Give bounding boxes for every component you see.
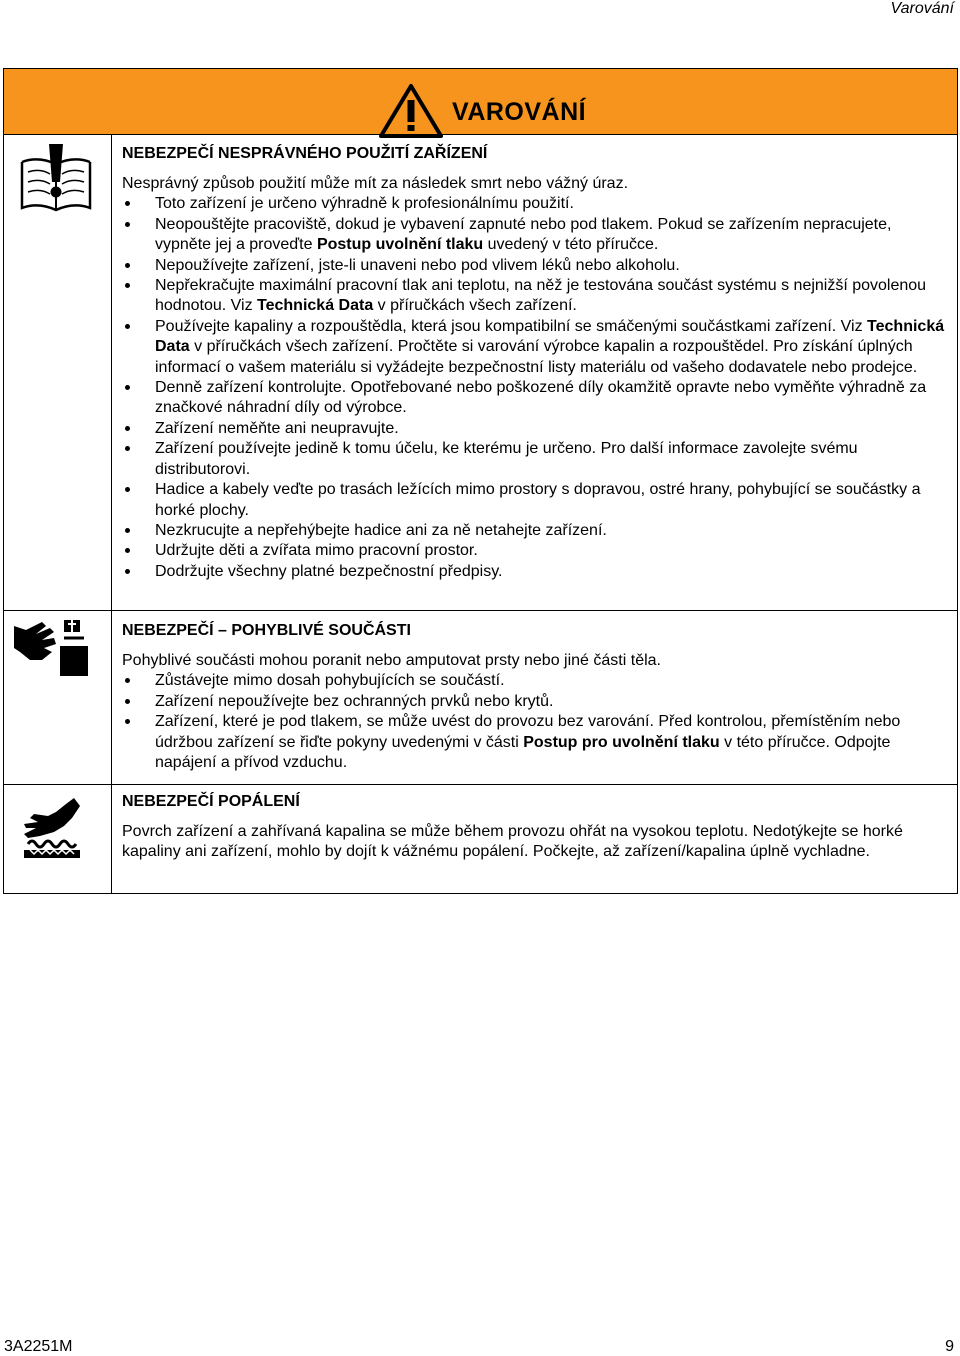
running-header: Varování [890, 0, 954, 17]
list-item [122, 378, 947, 419]
text-segment: Zařízení nepoužívejte bez ochranných prvků nebo krytů. [155, 692, 554, 710]
list-item [122, 419, 947, 439]
text-segment: Neopouštějte pracoviště, dokud je vybavení zapnuté nebo pod tlakem. Pokud se zařízením nepracujete, vypněte jej a proveďte [155, 215, 892, 254]
section-intro: Pohyblivé součásti mohou poranit nebo amputovat prsty nebo jiné části těla. [122, 652, 661, 669]
text-segment: Používejte kapaliny a rozpouštědla, která jsou kompatibilní se smáčenými součástkami zařízení. Viz [155, 317, 868, 335]
bold-reference: Postup uvolnění tlaku [316, 236, 484, 254]
misuse-icon-cell [4, 135, 111, 610]
text-segment: Zařízení neměňte ani neupravujte. [155, 419, 399, 437]
banner-title: VAROVÁNÍ [452, 98, 587, 126]
text-segment: Nepoužívejte zařízení, jste-li unaveni nebo pod vlivem léků nebo alkoholu. [155, 256, 680, 274]
document-number: 3A2251M [4, 1338, 73, 1355]
list-item [122, 194, 947, 214]
bold-reference: Technická Data [155, 317, 945, 356]
text-segment: Denně zařízení kontrolujte. Opotřebované nebo poškozené díly okamžitě opravte nebo vyměňte výhradně za značkové náhradní díly od výrobce. [155, 379, 927, 417]
list-item [122, 276, 947, 317]
list-item [122, 317, 947, 378]
list-item [122, 712, 947, 773]
list-item [122, 562, 947, 582]
section-intro: Povrch zařízení a zahřívaná kapalina se může během provozu ohřát na vysokou teplotu. Nedotýkejte se horké kapaliny ani zařízení, mohlo by dojít k vážnému popálení. Počkejte, až zařízení/kapalina úplně vychladne. [122, 823, 903, 861]
section-heading: NEBEZPEČÍ – POHYBLIVÉ SOUČÁSTI [122, 622, 411, 639]
text-segment: Udržujte děti a zvířata mimo pracovní prostor. [155, 542, 478, 560]
page-number: 9 [945, 1338, 954, 1355]
burn-section [122, 792, 947, 863]
text-segment: v příručkách všech zařízení. [373, 297, 577, 315]
text-segment: Nezkrucujte a nepřehýbejte hadice ani za ně netahejte zařízení. [155, 521, 607, 539]
moving-parts-section [122, 621, 947, 773]
bullet-list [122, 194, 947, 582]
text-segment: Toto zařízení je určeno výhradně k profesionálnímu použití. [155, 195, 574, 213]
list-item [122, 439, 947, 480]
section-intro: Nesprávný způsob použití může mít za následek smrt nebo vážný úraz. [122, 175, 629, 192]
list-item [122, 692, 947, 712]
list-item [122, 256, 947, 276]
text-segment: v příručkách všech zařízení. Pročtěte si varování výrobce kapalin a rozpouštědel. Pro získání úplných informací o vašem materiálu si vyžádejte bezpečnostní listy materiálu od vašeho dodavatele nebo prodejce. [155, 338, 918, 376]
column-divider [111, 135, 112, 893]
warning-table [3, 68, 958, 894]
list-item [122, 215, 947, 256]
section-heading: NEBEZPEČÍ POPÁLENÍ [122, 793, 300, 810]
list-item [122, 480, 947, 521]
list-item [122, 541, 947, 561]
bold-reference: Postup pro uvolnění tlaku [523, 733, 720, 751]
list-item [122, 671, 947, 691]
manual-warning-icon [16, 142, 96, 216]
warning-banner [4, 69, 957, 135]
burn-icon-cell [4, 784, 111, 895]
text-segment: Zařízení používejte jedině k tomu účelu, ke kterému je určeno. Pro další informace zavolejte svému distributorovi. [155, 440, 858, 478]
text-segment: Zařízení, které je pod tlakem, se může uvést do provozu bez varování. Před kontrolou, přemístěním nebo údržbou zařízení se řiďte pokyny uvedenými v části [155, 713, 901, 751]
list-item [122, 521, 947, 541]
section-heading: NEBEZPEČÍ NESPRÁVNÉHO POUŽITÍ ZAŘÍZENÍ [122, 145, 488, 162]
row-divider [4, 784, 957, 785]
misuse-section [122, 144, 947, 582]
text-segment: v této příručce. Odpojte napájení a přívod vzduchu. [155, 733, 891, 772]
bold-reference: Technická Data [257, 297, 374, 315]
text-segment: Zůstávejte mimo dosah pohybujících se součástí. [155, 672, 505, 690]
warning-triangle-icon [379, 83, 443, 139]
text-segment: uvedený v této příručce. [483, 236, 659, 254]
bullet-list [122, 671, 947, 773]
text-segment: Hadice a kabely veďte po trasách ležících mimo prostory s dopravou, ostré hrany, pohybující se součástky a horké plochy. [155, 481, 921, 519]
hot-surface-hand-icon [20, 796, 84, 862]
moving-parts-icon-cell [4, 610, 111, 784]
moving-parts-hand-icon [12, 616, 90, 678]
text-segment: Nepřekračujte maximální pracovní tlak ani teplotu, na něž je testována součást systému s nejnižší povolenou hodnotou. Viz [155, 277, 927, 315]
text-segment: Dodržujte všechny platné bezpečnostní předpisy. [155, 562, 503, 580]
row-divider [4, 610, 957, 611]
